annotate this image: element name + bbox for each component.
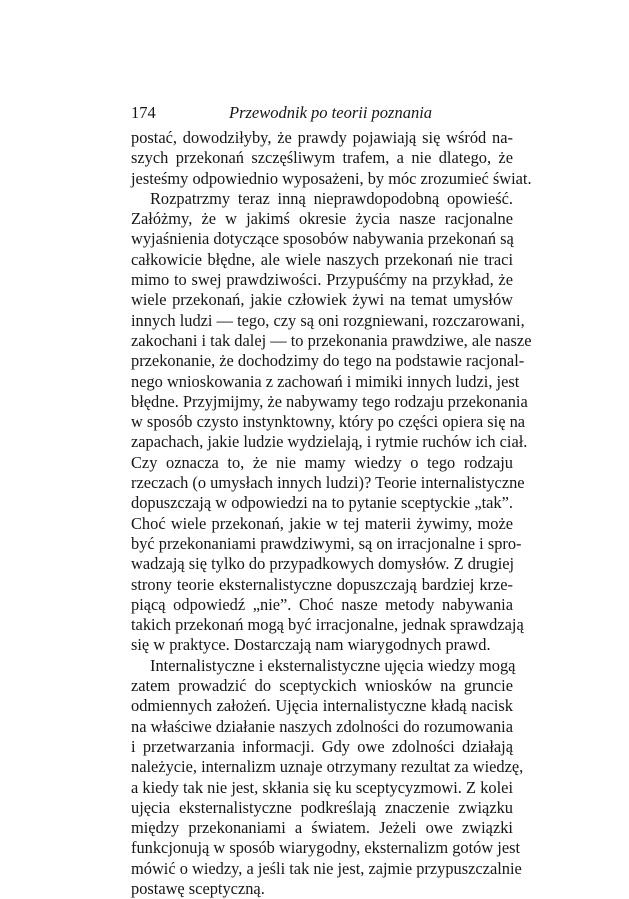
text-line: Choć wiele przekonań, jakie w tej materii żywimy, może — [131, 513, 513, 533]
page-number: 174 — [131, 103, 156, 122]
text-line: błędne. Przyjmijmy, że nabywamy tego rodzaju przekonania — [131, 391, 528, 411]
text-line: jesteśmy odpowiednio wyposażeni, by móc zrozumieć świat. — [131, 168, 532, 188]
text-line: piącą odpowiedź „nie”. Choć nasze metody nabywania — [131, 594, 513, 614]
text-line: zakochani i tak dalej — to przekonania prawdziwe, ale nasze — [131, 330, 532, 350]
paragraph-3 — [131, 655, 524, 899]
text-line: postawę sceptyczną. — [131, 878, 265, 898]
text-line: wiele przekonań, jakie człowiek żywi na temat umysłów — [131, 290, 513, 310]
running-head — [131, 100, 511, 126]
text-line: Internalistyczne i eksternalistyczne ujęcia wiedzy mogą — [150, 655, 516, 675]
text-line: się w praktyce. Dostarczają nam wiarygodnych prawd. — [131, 635, 491, 655]
text-line: strony teorie eksternalistyczne dopuszczają bardziej krze- — [131, 574, 513, 594]
text-line: takich przekonań mogą być irracjonalne, jednak sprawdzają — [131, 615, 524, 635]
text-line: Rozpatrzmy teraz inną nieprawdopodobną opowieść. — [150, 188, 513, 208]
text-line: wyjaśnienia dotyczące sposobów nabywania przekonań są — [131, 229, 514, 249]
text-line: nego wnioskowania z zachowań i mimiki innych ludzi, jest — [131, 371, 520, 391]
text-line: ujęcia eksternalistyczne podkreślają znaczenie związku — [131, 797, 513, 817]
text-line: Załóżmy, że w jakimś okresie życia nasze racjonalne — [131, 209, 513, 229]
text-line: rzeczach (o umysłach innych ludzi)? Teorie internalistyczne — [131, 473, 525, 493]
running-title: Przewodnik po teorii poznania — [229, 103, 433, 122]
text-line: funkcjonują w sposób wiarygodny, eksternalizm gotów jest — [131, 838, 521, 858]
text-line: dopuszczają w odpowiedzi na to pytanie sceptyckie „tak”. — [131, 493, 513, 513]
paragraph-2 — [131, 188, 532, 656]
text-line: między przekonaniami a światem. Jeżeli owe związki — [131, 818, 513, 838]
text-line: w sposób czysto instynktowny, który po części opiera się na — [131, 412, 526, 432]
text-line: zapachach, jakie ludzie wydzielają, i rytmie ruchów ich ciał. — [131, 432, 528, 452]
text-line: a kiedy tak nie jest, skłania się ku sceptycyzmowi. Z kolei — [131, 777, 513, 797]
text-line: całkowicie błędne, ale wiele naszych przekonań nie traci — [131, 249, 513, 269]
text-line: przekonanie, że dochodzimy do tego na podstawie racjonal- — [131, 351, 525, 371]
text-line: mówić o wiedzy, a jeśli tak nie jest, zajmie przypuszczalnie — [131, 858, 522, 878]
text-line: i przetwarzania informacji. Gdy owe zdolności działają — [131, 736, 513, 756]
text-line: należycie, internalizm uznaje otrzymany rezultat za wiedzę, — [131, 757, 524, 777]
paragraph-1 — [131, 128, 532, 189]
text-line: na właściwe działanie naszych zdolności do rozumowania — [131, 716, 513, 736]
text-line: zatem prowadzić do sceptyckich wniosków na gruncie — [131, 676, 513, 696]
text-line: Czy oznacza to, że nie mamy wiedzy o tego rodzaju — [131, 452, 513, 472]
text-line: wadzają się tylko do przypadkowych domysłów. Z drugiej — [131, 554, 515, 574]
text-line: szych przekonań szczęśliwym trafem, a nie dlatego, że — [131, 148, 513, 168]
text-line: odmiennych założeń. Ujęcia internalistyczne kładą nacisk — [131, 696, 513, 716]
text-line: innych ludzi — tego, czy są oni rozgniewani, rozczarowani, — [131, 310, 525, 330]
text-line: postać, dowodziłyby, że prawdy pojawiają się wśród na- — [131, 128, 513, 147]
body-text — [131, 128, 532, 899]
text-line: mimo to swej prawdziwości. Przypuśćmy na przykład, że — [131, 270, 513, 290]
text-line: być przekonaniami prawdziwymi, są on irracjonalne i spro- — [131, 533, 522, 553]
